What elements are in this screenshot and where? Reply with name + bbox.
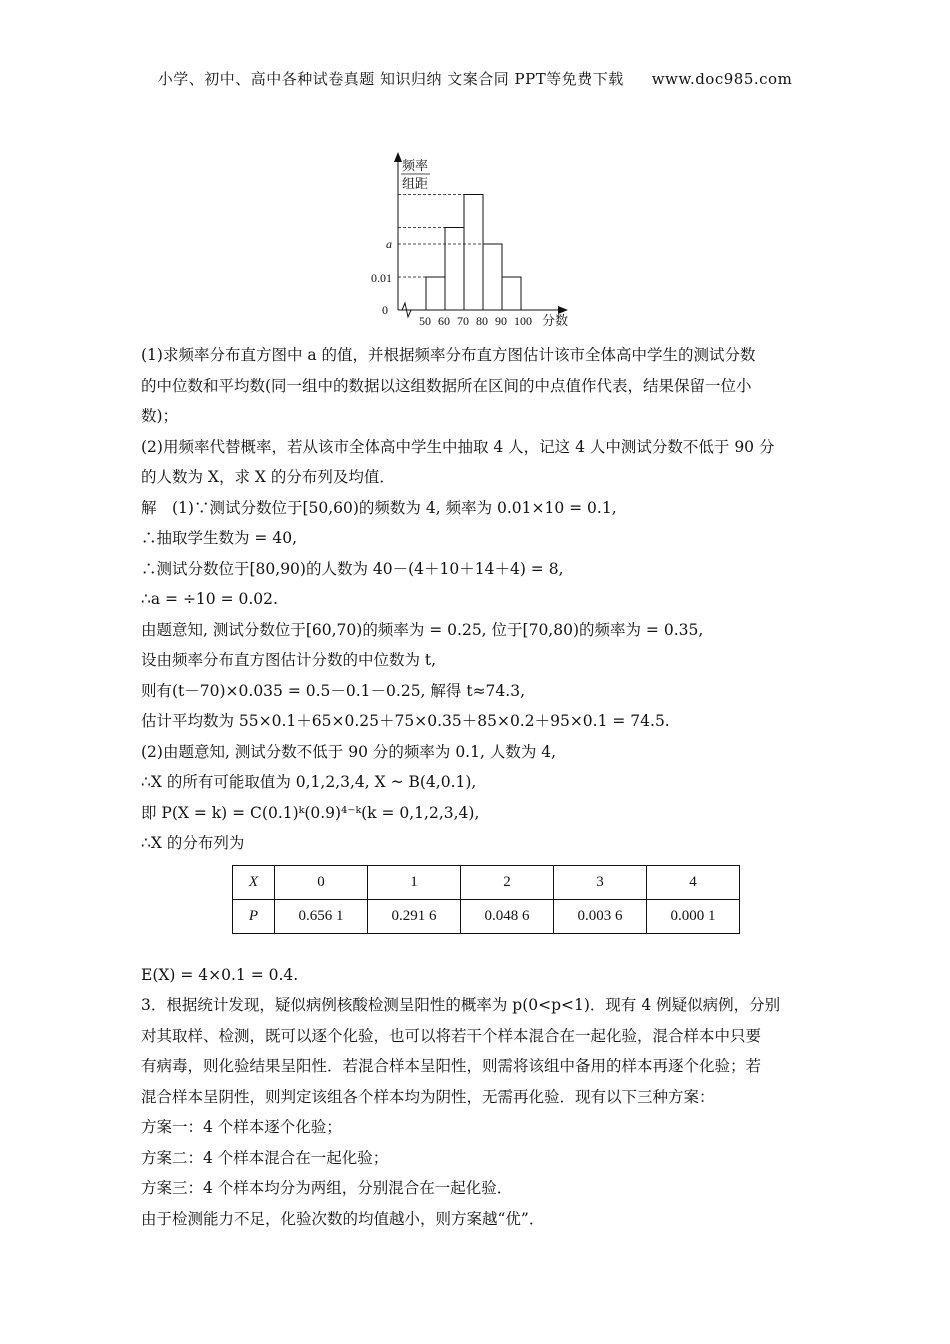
text-line: 设由频率分布直方图估计分数的中位数为 t, bbox=[141, 651, 437, 669]
histogram-bar bbox=[445, 228, 464, 311]
table-cell: X bbox=[233, 865, 275, 899]
table-cell: P bbox=[233, 899, 275, 933]
table-row bbox=[233, 865, 740, 899]
histogram-bar bbox=[502, 277, 521, 310]
text-line: 混合样本呈阴性，则判定该组各个样本均为阴性，无需再化验．现有以下三种方案： bbox=[141, 1087, 715, 1106]
ylabel-line1: 频率 bbox=[402, 159, 429, 174]
frequency-histogram bbox=[360, 150, 590, 335]
x-tick-label: 90 bbox=[495, 314, 507, 328]
header-text: 小学、初中、高中各种试卷真题 知识归纳 文案合同 PPT等免费下载 bbox=[157, 70, 624, 88]
text-line: ∴测试分数位于[80,90)的人数为 40－(4＋10＋14＋4) = 8, bbox=[141, 559, 564, 578]
histogram-bar bbox=[464, 195, 483, 311]
table-cell: 1 bbox=[368, 865, 461, 899]
text-line: 方案二：4 个样本混合在一起化验； bbox=[141, 1148, 389, 1167]
text-line: 解 (1)∵测试分数位于[50,60)的频数为 4, 频率为 0.01×10 = 0.1, bbox=[141, 498, 617, 517]
next-problem bbox=[141, 960, 811, 1235]
table-cell: 0.000 1 bbox=[647, 899, 740, 933]
histogram-bar bbox=[483, 244, 502, 310]
x-tick-label: 80 bbox=[476, 314, 488, 328]
text-line: ∴X 的所有可能取值为 0,1,2,3,4, X ~ B(4,0.1), bbox=[141, 773, 477, 791]
x-tick-label: 100 bbox=[514, 314, 532, 328]
table-cell: 0.291 6 bbox=[368, 899, 461, 933]
text-line: 的人数为 X，求 X 的分布列及均值． bbox=[141, 468, 395, 486]
header-site: www.doc985.com bbox=[651, 70, 793, 88]
x-tick-label: 70 bbox=[457, 314, 469, 328]
y-tick-0: 0 bbox=[382, 303, 388, 317]
text-line: 即 P(X = k) = C(0.1)ᵏ(0.9)⁴⁻ᵏ(k = 0,1,2,3,4), bbox=[141, 803, 480, 822]
table-cell: 3 bbox=[554, 865, 647, 899]
text-line: 数)； bbox=[141, 407, 179, 425]
table-cell: 0.048 6 bbox=[461, 899, 554, 933]
text-line: (2)用频率代替概率，若从该市全体高中学生中抽取 4 人，记这 4 人中测试分数不低于 90 分 bbox=[141, 437, 775, 456]
x-tick-label: 50 bbox=[419, 314, 431, 328]
solution-lines bbox=[141, 340, 811, 859]
table-cell: 0.656 1 bbox=[275, 899, 368, 933]
table-cell: 0.003 6 bbox=[554, 899, 647, 933]
xlabel: 分数 bbox=[542, 314, 569, 329]
y-tick-0.01: 0.01 bbox=[371, 271, 392, 285]
x-tick-label: 60 bbox=[438, 314, 450, 328]
table-cell: 2 bbox=[461, 865, 554, 899]
text-line: ∴a = ÷10 = 0.02. bbox=[141, 590, 278, 608]
text-line: ∴X 的分布列为 bbox=[141, 834, 245, 852]
text-line: 方案一：4 个样本逐个化验； bbox=[141, 1118, 342, 1136]
x-axis-arrow bbox=[558, 306, 568, 314]
page-header bbox=[0, 68, 950, 89]
text-line: 估计平均数为 55×0.1＋65×0.25＋75×0.35＋85×0.2＋95×0.1 = 74.5. bbox=[141, 712, 670, 730]
text-line: 由题意知, 测试分数位于[60,70)的频率为 = 0.25, 位于[70,80)的频率为 = 0.35, bbox=[141, 620, 704, 639]
text-line: 由于检测能力不足，化验次数的均值越小，则方案越“优”． bbox=[141, 1209, 545, 1228]
table-cell: 0 bbox=[275, 865, 368, 899]
text-line: E(X) = 4×0.1 = 0.4. bbox=[141, 965, 299, 984]
text-line: ∴抽取学生数为 = 40, bbox=[141, 529, 297, 547]
text-line: (1)求频率分布直方图中 a 的值，并根据频率分布直方图估计该市全体高中学生的测试分数 bbox=[141, 346, 756, 364]
histogram-bar bbox=[426, 277, 445, 310]
document-body bbox=[141, 340, 811, 1234]
ylabel-line2: 组距 bbox=[402, 177, 429, 192]
text-line: 方案三：4 个样本均分为两组，分别混合在一起化验． bbox=[141, 1179, 513, 1197]
text-line: 的中位数和平均数(同一组中的数据以这组数据所在区间的中点值作代表，结果保留一位小 bbox=[141, 376, 752, 395]
y-tick-a: a bbox=[386, 237, 392, 251]
table-cell: 4 bbox=[647, 865, 740, 899]
text-line: 对其取样、检测，既可以逐个化验，也可以将若干个样本混合在一起化验，混合样本中只要 bbox=[141, 1026, 762, 1045]
y-axis-arrow bbox=[394, 152, 402, 162]
text-line: 3．根据统计发现，疑似病例核酸检测呈阳性的概率为 p(0<p<1)．现有 4 例疑似病例，分别 bbox=[141, 996, 781, 1014]
distribution-table bbox=[232, 865, 740, 934]
text-line: (2)由题意知, 测试分数不低于 90 分的频率为 0.1, 人数为 4, bbox=[141, 742, 557, 761]
text-line: 有病毒，则化验结果呈阳性．若混合样本呈阳性，则需将该组中备用的样本再逐个化验；若 bbox=[141, 1057, 762, 1075]
table-row bbox=[233, 899, 740, 933]
text-line: 则有(t－70)×0.035 = 0.5－0.1－0.25, 解得 t≈74.3, bbox=[141, 681, 525, 700]
